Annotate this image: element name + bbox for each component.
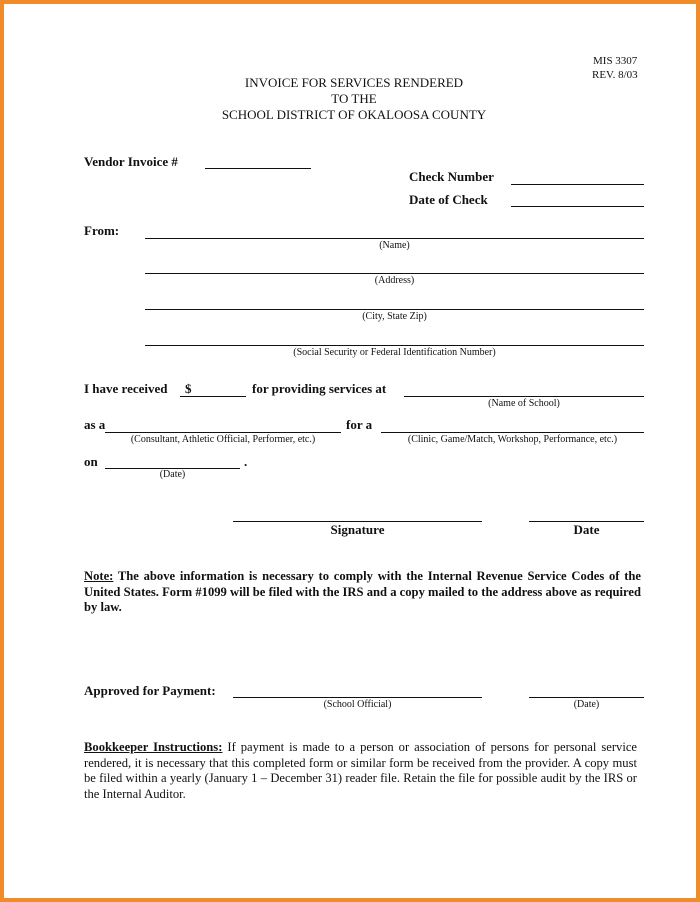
city-state-zip-caption: (City, State Zip) [362,311,427,322]
name-caption: (Name) [379,240,410,251]
school-name-caption: (Name of School) [488,398,560,409]
name-field[interactable] [145,238,644,239]
form-code: MIS 3307 [593,55,638,67]
bookkeeper-text: If payment is made to a person or association of persons for personal service rendered, it is necessary that this completed form or similar form be received from the provider. A copy must be filed within a yearly (January 1 – December 31) reader file. Retain the file for possible audit by the IRS or the Internal Auditor. [84,740,638,801]
from-label: From: [84,223,120,238]
amount-field[interactable] [180,396,246,397]
date-of-check-field[interactable] [511,206,644,207]
approval-date-field[interactable] [529,697,644,698]
title-line-2: TO THE [331,91,377,106]
approved-for-payment-label: Approved for Payment: [84,683,216,698]
for-a-label: for a [346,417,373,432]
event-caption: (Clinic, Game/Match, Workshop, Performance, etc.) [407,434,618,445]
check-number-field[interactable] [511,184,644,185]
signature-date-label: Date [573,522,600,537]
school-official-caption: (School Official) [323,699,392,710]
school-official-field[interactable] [233,697,482,698]
address-caption: (Address) [374,275,415,286]
title-line-3: SCHOOL DISTRICT OF OKALOOSA COUNTY [221,107,487,122]
as-a-label: as a [84,417,106,432]
role-caption: (Consultant, Athletic Official, Performer, etc.) [130,434,316,445]
form-revision: REV. 8/03 [592,69,638,81]
title-line-1: INVOICE FOR SERVICES RENDERED [244,75,464,90]
service-date-caption: (Date) [159,469,186,480]
approval-date-caption: (Date) [573,699,600,710]
i-have-received-label: I have received [84,381,168,396]
date-of-check-label: Date of Check [409,192,488,207]
on-period: . [244,454,248,469]
ssn-caption: (Social Security or Federal Identification Number) [293,347,496,358]
signature-label: Signature [330,522,385,537]
bookkeeper-paragraph [84,740,637,802]
city-state-zip-field[interactable] [145,309,644,310]
note-label: Note: [84,569,114,583]
ssn-field[interactable] [145,345,644,346]
dollar-sign: $ [185,381,192,396]
vendor-invoice-label: Vendor Invoice # [84,154,178,169]
for-providing-label: for providing services at [252,381,387,396]
bookkeeper-label: Bookkeeper Instructions: [84,740,223,754]
on-label: on [84,454,98,469]
note-text: The above information is necessary to comply with the Internal Revenue Service Codes of the United States. Form #1099 will be filed with the IRS and a copy mailed to the address above as required by law. [84,569,641,614]
event-field[interactable] [381,432,644,433]
vendor-invoice-field[interactable] [205,168,311,169]
role-field[interactable] [105,432,341,433]
check-number-label: Check Number [409,169,494,184]
note-paragraph [84,569,641,616]
school-name-field[interactable] [404,396,644,397]
address-field[interactable] [145,273,644,274]
